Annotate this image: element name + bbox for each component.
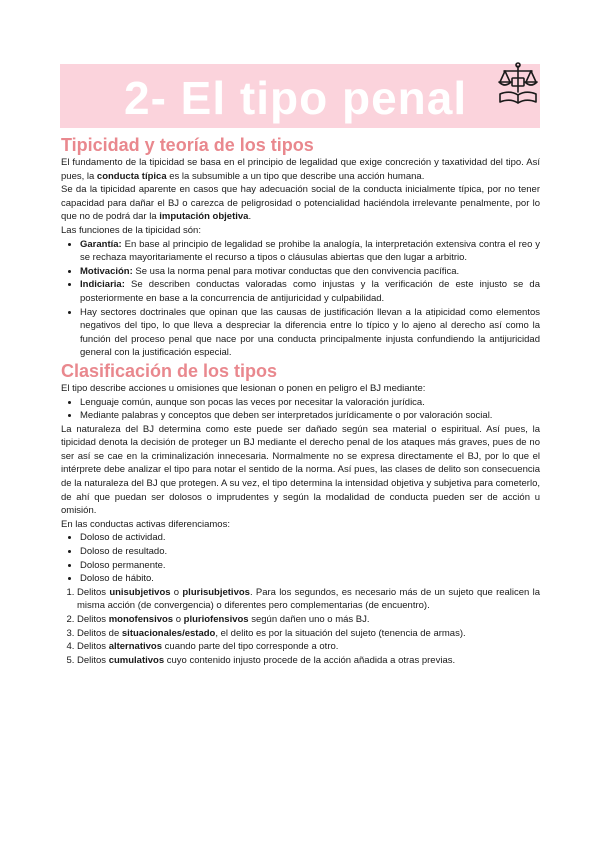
numbered-list-delitos [61, 586, 540, 668]
list-item: • Hay sectores doctrinales que opinan que las causas de justificación llevan a la atipicidad como elementos negativos del tipo, lo que lleva a despreciar la diferencia entre lo típico y lo ajeno al derecho así como la función del proceso penal que nace por una conducta principalmente injusta confundiendo la antijuricidad general con la justificación especial. [80, 306, 540, 360]
paragraph: Las funciones de la tipicidad són: [61, 224, 201, 236]
list-item: • Doloso de resultado. [80, 545, 540, 559]
list-item: • Doloso de hábito. [80, 572, 540, 586]
bullet-list-dolosos [61, 531, 540, 585]
list-item: • Mediante palabras y conceptos que deben ser interpretados jurídicamente o por valoración social. [80, 409, 540, 423]
paragraph: El tipo describe acciones u omisiones que lesionan o ponen en peligro el BJ mediante: [61, 382, 426, 394]
justice-scale-book-icon [494, 60, 542, 108]
list-item: 5. Delitos cumulativos cuyo contenido injusto procede de la acción añadida a otras previas. [77, 654, 540, 668]
list-item: • Lenguaje común, aunque son pocas las veces por necesitar la valoración jurídica. [80, 396, 540, 410]
list-item: 2. Delitos monofensivos o pluriofensivos según dañen uno o más BJ. [77, 613, 540, 627]
list-item: 3. Delitos de situacionales/estado, el delito es por la situación del sujeto (tenencia de armas). [77, 627, 540, 641]
page-title: 2- El tipo penal [124, 72, 468, 124]
list-item: • Motivación: Se usa la norma penal para motivar conductas que den convivencia pacífica. [80, 265, 540, 279]
list-item: 4. Delitos alternativos cuando parte del tipo corresponde a otro. [77, 640, 540, 654]
document-body [61, 134, 540, 667]
list-item: • Doloso de actividad. [80, 531, 540, 545]
paragraph: La naturaleza del BJ determina como este puede ser dañado según sea material o espiritual. Así pues, la tipicidad denota la decisión de proteger un BJ mediante el derecho penal de los ataques más graves, pues de no ser así se cae en la criminalización innecesaria. Normalmente no se expresa directamente el BJ, por lo que el intérprete debe analizar el tipo para notar el sentido de la norma. Así pues, las clases de delito son consecuencia de la naturaleza del BJ que protegen. A su vez, el tipo determina la intensidad objetiva y subjetiva para cometerlo, de ahí que puedan ser dolosos o imprudentes y según la modalidad de conducta pueden ser de acción u omisión. [61, 423, 540, 517]
section-heading-tipicidad: Tipicidad y teoría de los tipos [61, 135, 314, 155]
paragraph: El fundamento de la tipicidad se basa en el principio de legalidad que exige concreción y taxatividad del tipo. Así pues, la conducta típica es la subsumible a un tipo que describe una acción humana. [61, 157, 540, 182]
paragraph: Se da la tipicidad aparente en casos que hay adecuación social de la conducta inicialmente típica, por no tener capacidad para dañar el BJ o carezca de peligrosidad o potencialidad haciéndola irrelevante penalmente, por lo que no de podrá dar la imputación objetiva. [61, 184, 540, 223]
section-heading-clasificacion: Clasificación de los tipos [61, 360, 278, 381]
bullet-list-funciones [61, 238, 540, 360]
bullet-list-medios [61, 396, 540, 423]
paragraph: En las conductas activas diferenciamos: [61, 518, 230, 530]
list-item: • Indiciaria: Se describen conductas valoradas como injustas y la verificación de este injusto se da posteriormente en base a la concurrencia de antijuricidad y culpabilidad. [80, 278, 540, 305]
list-item: 1. Delitos unisubjetivos o plurisubjetivos. Para los segundos, es necesario más de un sujeto que realicen la misma acción (de convergencia) o diferentes pero complementarias (de encuentro). [77, 586, 540, 613]
list-item: • Doloso permanente. [80, 559, 540, 573]
list-item: • Garantía: En base al principio de legalidad se prohibe la analogía, la interpretación extensiva contra el reo y se rechaza mayoritariamente el recurso a tipos o cláusulas abiertas que den lugar a arbitrio. [80, 238, 540, 265]
